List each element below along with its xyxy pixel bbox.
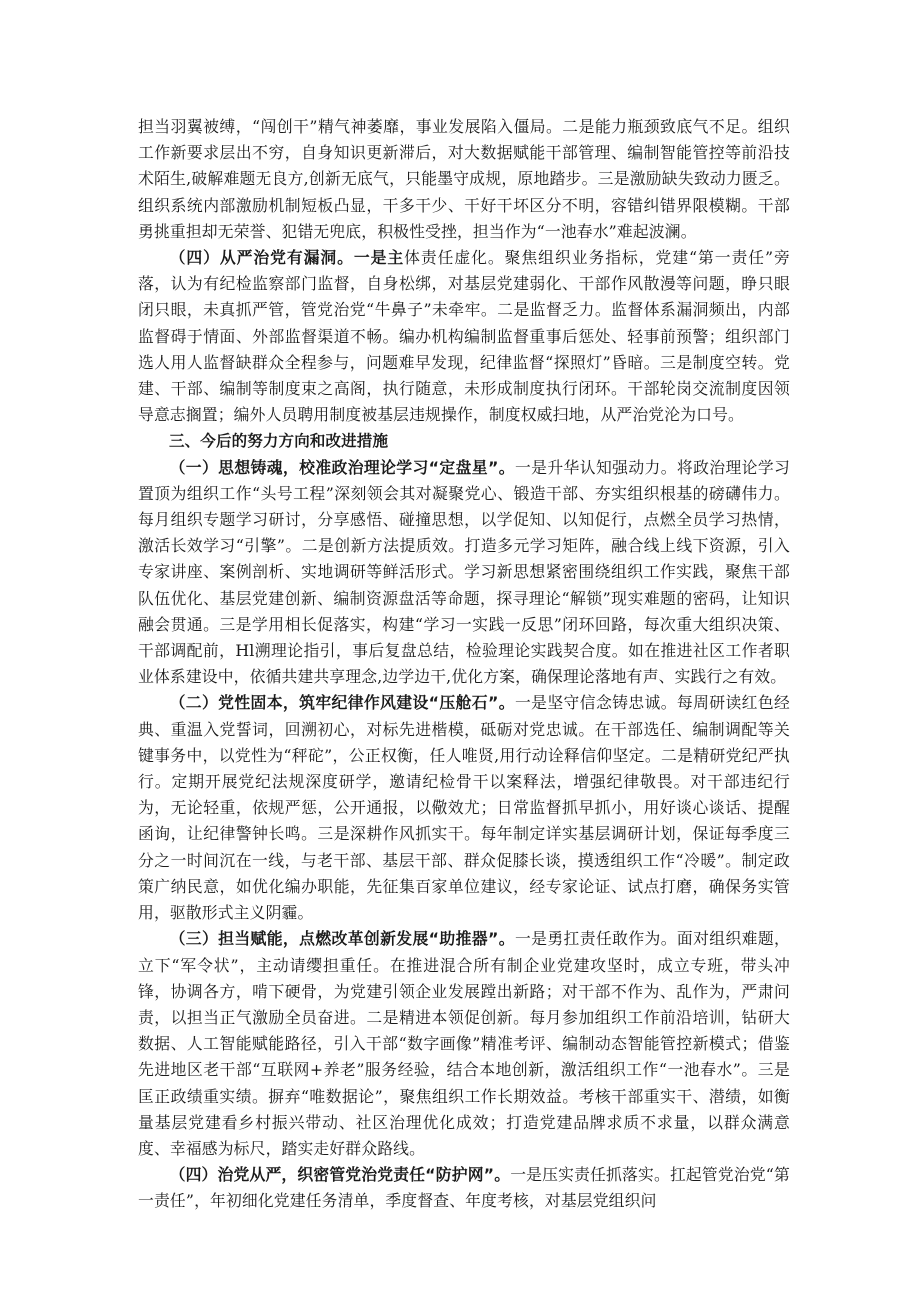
section-heading: 三、今后的努力方向和改进措施 — [169, 432, 389, 451]
paragraph-2-lead: （四）从严治党有漏洞。一是主 — [169, 248, 405, 268]
paragraph-3-text: 一是升华认知强动力。将政治理论学习置顶为组织工作“头号工程”深刻领会其对凝聚党心、锻造干部、夯实组织根基的磅礴伟力。每月组织专题学习研讨，分享感悟、碰撞思想，以学促知、以知促行，点燃全员学习热情，激活长效学习“引擎”。二是创新方法提质效。打造多元学习矩阵，融合线上线下资源，引入专家讲座、案例剖析、实地调研等鲜活形式。学习新思想紧密围绕组织工作实践，聚焦干部队伍优化、基层党建创新、编制资源盘活等命题，探寻理论“解锁”现实难题的密码，让知识融会贯通。三是学用相长促落实，构建“学习一实践一反思”闭环回路，每次重大组织决策、干部调配前，Hl溯理论指引，事后复盘总结，检验理论实践契合度。如在推进社区工作者职业体系建设中，依循共建共享理念,边学边干,优化方案，确保理论落地有声、实践行之有效。 — [138, 457, 790, 687]
paragraph-2 — [138, 245, 790, 428]
paragraph-5-lead: （三）担当赋能，点燃改革创新发展“助推器”。 — [169, 929, 515, 949]
paragraph-3-lead: （一）思想铸魂，校准政治理论学习“定盘星”。 — [169, 457, 515, 477]
paragraph-5-text: 一是勇扛责任敢作为。面对组织难题，立下“军令状”，主动请缨担重任。在推进混合所有制企业党建攻坚时，成立专班，带头冲锋，协调各方，啃下硬骨，为党建引领企业发展蹚出新路；对干部不作为、乱作为，严肃问责，以担当正气激励全员奋进。二是精进本领促创新。每月参加组织工作前沿培训，钻研大数据、人工智能赋能路径，引入干部“数字画像”精准考评、编制动态智能管控新模式；借鉴先进地区老干部“互联网+养老”服务经验，结合本地创新，激活组织工作“一池春水”。三是匡正政绩重实绩。摒弃“唯数据论”，聚焦组织工作长期效益。考核干部重实干、潜绩，如衡量基层党建看乡村振兴带动、社区治理优化成效；打造党建品牌求质不求量，以群众满意度、幸福感为标尺，踏实走好群众路线。 — [138, 929, 790, 1158]
paragraph-1 — [138, 114, 790, 245]
paragraph-4-lead: （二）党性固本，筑牢纪律作风建设“压舱石”。 — [169, 693, 515, 713]
paragraph-1-text: 担当羽翼被缚，“闯创干”精气神萎靡，事业发展陷入僵局。二是能力瓶颈致底气不足。组织工作新要求层出不穷，自身知识更新滞后，对大数据赋能干部管理、编制智能管控等前沿技术陌生,破解难题无良方,创新无底气，只能墨守成规，原地踏步。三是激励缺失致动力匮乏。组织系统内部激励机制短板凸显，干多干少、干好干坏区分不明，容错纠错界限模糊。干部勇挑重担却无荣誉、犯错无兜底，积极性受挫，担当作为“一池春水”难起波澜。 — [138, 117, 790, 241]
paragraph-6-text: 一是压实责任抓落实。扛起管党治党“第一责任”，年初细化党建任务清单，季度督查、年度考核，对基层党组织问 — [138, 1165, 790, 1211]
paragraph-4-text: 一是坚守信念铸忠诚。每周研读红色经典、重温入党誓词，回溯初心，对标先进楷模，砥砺对党忠诚。在干部选任、编制调配等关键事务中，以党性为“秤砣”，公正权衡，任人唯贤,用行动诠释信仰坚定。二是精研党纪严执行。定期开展党纪法规深度研学，邀请纪检骨干以案释法，增强纪律敬畏。对干部违纪行为，无论轻重，依规严惩，公开通报，以儆效尤；日常监督抓早抓小，用好谈心谈话、提醒函询，让纪律警钟长鸣。三是深耕作风抓实干。每年制定详实基层调研计划，保证每季度三分之一时间沉在一线，与老干部、基层干部、群众促膝长谈，摸透组织工作“冷暖”。制定政策广纳民意，如优化编办职能，先征集百家单位建议，经专家论证、试点打磨，确保务实管用，驱散形式主义阴霾。 — [138, 693, 790, 923]
paragraph-6-lead: （四）治党从严，织密管党治党责任“防护网”。 — [169, 1165, 511, 1185]
paragraph-5 — [138, 926, 790, 1162]
paragraph-2-text: 体责任虚化。聚焦组织业务指标，党建“第一责任”旁落，认为有纪检监察部门监督，自身松绑，对基层党建弱化、干部作风散漫等问题，睁只眼闭只眼，未真抓严管，管党治党“牛鼻子”未牵牢。二是监督乏力。监督体系漏洞频出，内部监督碍于情面、外部监督渠道不畅。编办机构编制监督重事后惩处、轻事前预警；组织部门选人用人监督缺群众全程参与，问题难早发现，纪律监督“探照灯”昏暗。三是制度空转。党建、干部、编制等制度束之高阁，执行随意，未形成制度执行闭环。干部轮岗交流制度因领导意志搁置；编外人员聘用制度被基层违规操作，制度权威扫地，从严治党沦为口号。 — [138, 248, 790, 425]
paragraph-3 — [138, 455, 790, 691]
paragraph-4 — [138, 690, 790, 926]
paragraph-6 — [138, 1162, 790, 1214]
document-page — [138, 114, 790, 1215]
